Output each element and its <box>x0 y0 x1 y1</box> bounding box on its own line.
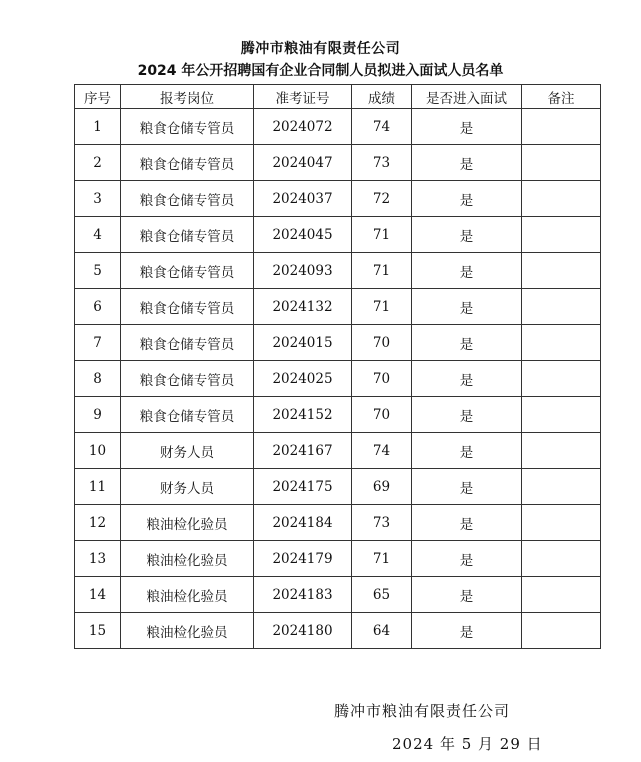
cell-position: 粮油检化验员 <box>121 541 254 577</box>
cell-note <box>522 253 601 289</box>
table-row <box>75 289 601 325</box>
cell-score: 73 <box>352 505 412 541</box>
table-row <box>75 361 601 397</box>
cell-score: 70 <box>352 397 412 433</box>
cell-interview: 是 <box>412 217 522 253</box>
cell-position: 粮油检化验员 <box>121 505 254 541</box>
cell-note <box>522 289 601 325</box>
cell-note <box>522 577 601 613</box>
cell-number: 10 <box>75 433 121 469</box>
cell-note <box>522 217 601 253</box>
table-row <box>75 217 601 253</box>
cell-score: 71 <box>352 217 412 253</box>
cell-ticket: 2024072 <box>254 109 352 145</box>
cell-number: 11 <box>75 469 121 505</box>
cell-position: 粮食仓储专管员 <box>121 361 254 397</box>
cell-note <box>522 541 601 577</box>
table-row <box>75 109 601 145</box>
cell-ticket: 2024025 <box>254 361 352 397</box>
cell-position: 粮食仓储专管员 <box>121 217 254 253</box>
table-row <box>75 505 601 541</box>
table-row <box>75 181 601 217</box>
cell-note <box>522 325 601 361</box>
cell-ticket: 2024132 <box>254 289 352 325</box>
column-header-number: 序号 <box>75 85 121 109</box>
cell-interview: 是 <box>412 433 522 469</box>
cell-position: 粮油检化验员 <box>121 577 254 613</box>
cell-interview: 是 <box>412 397 522 433</box>
column-header-ticket: 准考证号 <box>254 85 352 109</box>
cell-note <box>522 433 601 469</box>
cell-ticket: 2024184 <box>254 505 352 541</box>
cell-ticket: 2024179 <box>254 541 352 577</box>
cell-interview: 是 <box>412 325 522 361</box>
cell-number: 7 <box>75 325 121 361</box>
table-row <box>75 577 601 613</box>
cell-number: 6 <box>75 289 121 325</box>
table-row <box>75 541 601 577</box>
cell-ticket: 2024183 <box>254 577 352 613</box>
table-row <box>75 325 601 361</box>
cell-score: 71 <box>352 253 412 289</box>
cell-number: 1 <box>75 109 121 145</box>
cell-score: 74 <box>352 109 412 145</box>
cell-score: 73 <box>352 145 412 181</box>
cell-note <box>522 109 601 145</box>
cell-position: 财务人员 <box>121 433 254 469</box>
table-row <box>75 253 601 289</box>
cell-interview: 是 <box>412 109 522 145</box>
cell-score: 65 <box>352 577 412 613</box>
cell-number: 9 <box>75 397 121 433</box>
cell-interview: 是 <box>412 469 522 505</box>
cell-position: 粮食仓储专管员 <box>121 397 254 433</box>
cell-number: 15 <box>75 613 121 649</box>
cell-number: 13 <box>75 541 121 577</box>
document-title: 2024 年公开招聘国有企业合同制人员拟进入面试人员名单 <box>137 63 504 79</box>
table-row <box>75 145 601 181</box>
cell-number: 4 <box>75 217 121 253</box>
cell-score: 64 <box>352 613 412 649</box>
cell-number: 12 <box>75 505 121 541</box>
cell-interview: 是 <box>412 541 522 577</box>
cell-interview: 是 <box>412 181 522 217</box>
cell-number: 8 <box>75 361 121 397</box>
cell-ticket: 2024180 <box>254 613 352 649</box>
footer-organization: 腾冲市粮油有限责任公司 <box>334 702 511 720</box>
cell-position: 粮油检化验员 <box>121 613 254 649</box>
table-row <box>75 433 601 469</box>
cell-score: 69 <box>352 469 412 505</box>
cell-position: 粮食仓储专管员 <box>121 181 254 217</box>
cell-number: 3 <box>75 181 121 217</box>
table-header-row <box>75 85 601 109</box>
cell-position: 粮食仓储专管员 <box>121 109 254 145</box>
cell-score: 71 <box>352 541 412 577</box>
cell-ticket: 2024093 <box>254 253 352 289</box>
table-row <box>75 397 601 433</box>
cell-ticket: 2024037 <box>254 181 352 217</box>
cell-interview: 是 <box>412 145 522 181</box>
column-header-score: 成绩 <box>352 85 412 109</box>
cell-number: 5 <box>75 253 121 289</box>
candidate-table <box>74 84 601 649</box>
cell-score: 71 <box>352 289 412 325</box>
cell-score: 70 <box>352 325 412 361</box>
cell-note <box>522 505 601 541</box>
column-header-position: 报考岗位 <box>121 85 254 109</box>
cell-position: 粮食仓储专管员 <box>121 145 254 181</box>
table-row <box>75 613 601 649</box>
cell-score: 70 <box>352 361 412 397</box>
cell-ticket: 2024175 <box>254 469 352 505</box>
cell-note <box>522 361 601 397</box>
cell-interview: 是 <box>412 361 522 397</box>
cell-number: 14 <box>75 577 121 613</box>
cell-score: 74 <box>352 433 412 469</box>
cell-interview: 是 <box>412 613 522 649</box>
cell-ticket: 2024152 <box>254 397 352 433</box>
company-title: 腾冲市粮油有限责任公司 <box>240 41 401 57</box>
column-header-interview: 是否进入面试 <box>412 85 522 109</box>
cell-ticket: 2024015 <box>254 325 352 361</box>
cell-note <box>522 145 601 181</box>
cell-position: 粮食仓储专管员 <box>121 325 254 361</box>
footer-date: 2024 年 5 月 29 日 <box>392 735 543 753</box>
cell-note <box>522 469 601 505</box>
cell-note <box>522 181 601 217</box>
cell-number: 2 <box>75 145 121 181</box>
cell-position: 粮食仓储专管员 <box>121 289 254 325</box>
cell-ticket: 2024045 <box>254 217 352 253</box>
cell-interview: 是 <box>412 577 522 613</box>
cell-interview: 是 <box>412 505 522 541</box>
cell-ticket: 2024167 <box>254 433 352 469</box>
cell-position: 财务人员 <box>121 469 254 505</box>
cell-position: 粮食仓储专管员 <box>121 253 254 289</box>
cell-note <box>522 613 601 649</box>
table-row <box>75 469 601 505</box>
cell-score: 72 <box>352 181 412 217</box>
cell-ticket: 2024047 <box>254 145 352 181</box>
cell-interview: 是 <box>412 289 522 325</box>
cell-note <box>522 397 601 433</box>
column-header-note: 备注 <box>522 85 601 109</box>
cell-interview: 是 <box>412 253 522 289</box>
